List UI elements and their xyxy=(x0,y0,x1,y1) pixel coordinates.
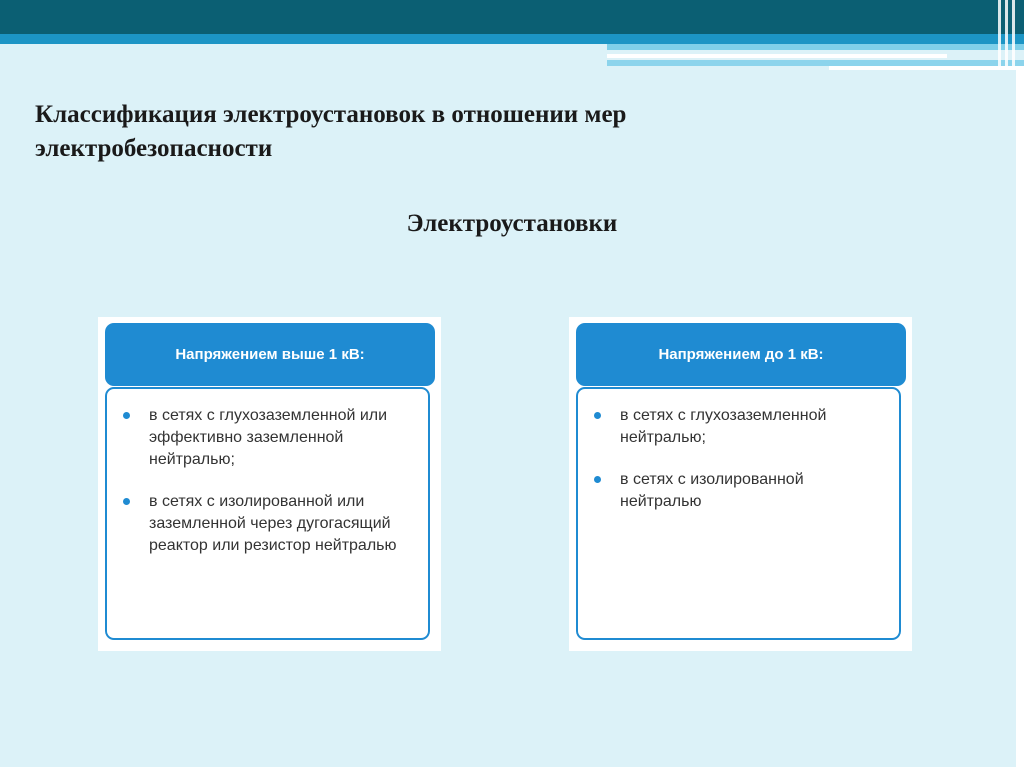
list-item xyxy=(592,405,885,449)
card-up-to-1kv xyxy=(569,317,912,651)
decor-vertical-line xyxy=(998,0,1001,70)
bullet-icon xyxy=(123,412,130,419)
card-body xyxy=(105,387,430,640)
top-decor-bar xyxy=(0,0,1024,34)
list-item xyxy=(121,405,414,471)
title-line-1: Классификация электроустановок в отношении мер xyxy=(35,101,627,128)
title-line-2: электробезопасности xyxy=(35,135,273,162)
decor-vertical-line xyxy=(1012,0,1015,70)
decor-stripe xyxy=(829,66,1024,70)
bullet-list xyxy=(107,389,428,557)
card-header: Напряжением до 1 кВ: xyxy=(576,323,906,386)
bullet-list xyxy=(578,389,899,513)
page-title xyxy=(35,98,935,166)
list-item xyxy=(592,469,885,513)
bullet-icon xyxy=(123,498,130,505)
bullet-icon xyxy=(594,412,601,419)
decor-vertical-line xyxy=(1005,0,1008,70)
list-item-text: в сетях с глухозаземленной нейтралью; xyxy=(620,407,827,446)
section-heading: Электроустановки xyxy=(406,210,618,237)
bullet-icon xyxy=(594,476,601,483)
card-body xyxy=(576,387,901,640)
card-header: Напряжением выше 1 кВ: xyxy=(105,323,435,386)
top-decor-stripe xyxy=(0,34,1024,44)
right-edge-decor xyxy=(1016,70,1024,767)
list-item-text: в сетях с изолированной нейтралью xyxy=(620,471,804,510)
list-item-text: в сетях с изолированной или заземленной через дугогасящий реактор или резистор нейтралью xyxy=(149,493,397,554)
card-above-1kv xyxy=(98,317,441,651)
decor-stripe xyxy=(607,44,1024,50)
list-item-text: в сетях с глухозаземленной или эффективно заземленной нейтралью; xyxy=(149,407,388,468)
decor-stripe xyxy=(607,54,947,58)
list-item xyxy=(121,491,414,557)
